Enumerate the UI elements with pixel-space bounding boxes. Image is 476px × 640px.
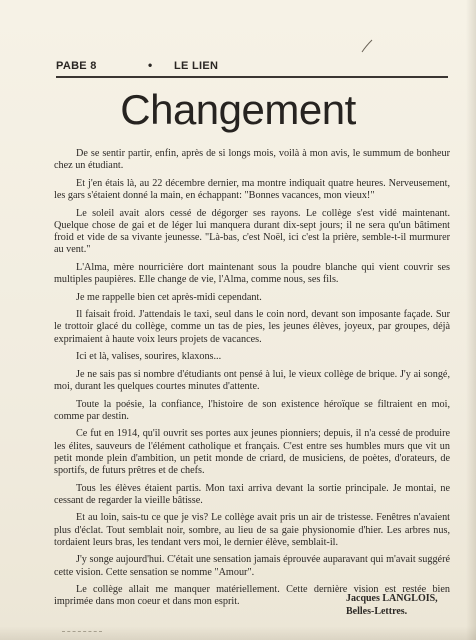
page-bottom-shadow [0,626,476,640]
pen-mark-icon [360,38,374,54]
paragraph: Il faisait froid. J'attendais le taxi, seul dans le coin nord, devant son imposante façade. Sur le trottoir glacé du collège, comme un tas de pies, les jeunes élèves, joyeux, par groupes, déjà exprimaient à haute voix leurs projets de vacances. [54,309,450,345]
article-title: Changement [120,86,356,133]
paragraph: Je me rappelle bien cet après-midi cependant. [76,291,262,303]
paragraph: Tous les élèves étaient partis. Mon taxi arriva devant la sortie principale. Je montai, ne cessant de regarder la vieille bâtisse. [54,482,450,506]
article-body [54,148,450,614]
paragraph: De se sentir partir, enfin, après de si longs mois, voilà à mon avis, le summum de bonheur chez un étudiant. [54,148,450,172]
header-divider [56,76,448,78]
paragraph: Le collège allait me manquer matériellement. Cette dernière vision est restée bien imprimée dans mon coeur et dans mon esprit. [54,584,450,608]
paragraph: Et j'en étais là, au 22 décembre dernier, ma montre indiquait quatre heures. Nerveusement, les gars s'étaient donné la main, en échappant: "Bonnes vacances, mon vieux!" [54,177,450,201]
paragraph: Ce fut en 1914, qu'il ouvrit ses portes aux jeunes pionniers; depuis, il n'a cessé de produire les élites, sauveurs de l'élément catholique et français. C'est entre ses humbles murs que vit un petit monde plein d'ambition, un petit monde de criard, de musiciens, de poètes, d'orateurs, de sportifs, de futurs prêtres et de chefs. [54,428,450,476]
author-name: Jacques LANGLOIS, [346,593,438,604]
author-affiliation: Belles-Lettres. [346,606,408,617]
publication-name: LE LIEN [174,60,219,72]
paragraph: L'Alma, mère nourricière dort maintenant sous la poudre blanche qui vient couvrir ses multiples paupières. Elle change de vie, l'Alma, comme nous, ses fils. [54,261,450,285]
paragraph: Ici et là, valises, sourires, klaxons... [76,351,222,363]
page-header [56,58,436,76]
paragraph: Toute la poésie, la confiance, l'histoire de son existence héroïque se filtraient en moi, comme par destin. [54,398,450,422]
paragraph: Je ne sais pas si nombre d'étudiants ont pensé à lui, le vieux collège de brique. J'y ai songé, moi, durant les quelques courtes minutes d'attente. [54,368,450,392]
paragraph: J'y songe aujourd'hui. C'était une sensation jamais éprouvée auparavant qui m'avait suggéré cette vision. Cette sensation se nomme "Amour". [54,554,450,578]
author-signature [344,592,454,618]
page-edge-shadow [466,0,476,640]
paragraph: Et au loin, sais-tu ce que je vis? Le collège avait pris un air de tristesse. Fenêtres n'avaient plus d'éclat. Tout semblait noir, sombre, au lieu de sa gaie physionomie d'hier. Les arbres nus, tordaient leurs bras, les tendant vers moi, le dernier élève, semblait-il. [54,512,450,548]
page-number: PABE 8 [56,60,97,72]
header-bullet: • [148,58,153,72]
paragraph: Le soleil avait alors cessé de dégorger ses rayons. Le collège s'est vidé maintenant. Quelque chose de gai et de léger lui manquera durant dix-sept jours; il ne sera qu'un bâtiment froid et vide de sa vivante jeunesse. "Là-bas, c'est Noël, ici c'est la prière, semble-t-il murmurer au vent." [54,207,450,256]
